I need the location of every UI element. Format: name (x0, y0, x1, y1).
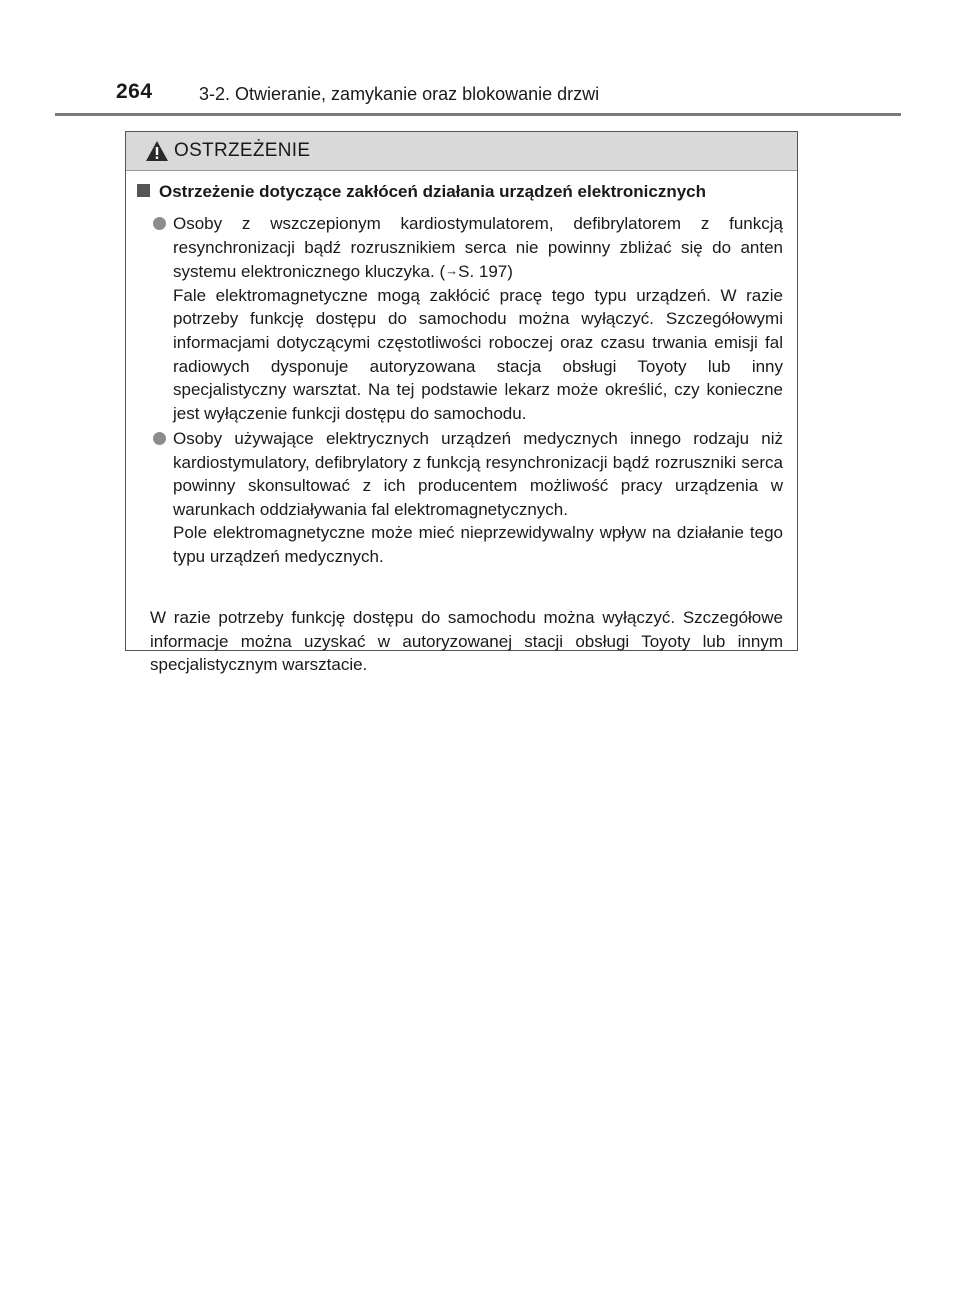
warning-box (125, 131, 798, 675)
warning-note: W razie potrzeby funkcję dostępu do samochodu można wyłączyć. Szczegółowe informacje można uzyskać w autoryzowanej stacji obsługi Toyoty lub innym specjalistycznym warsztacie. (150, 608, 783, 675)
bullet-2-text: Osoby używające elektrycznych urządzeń medycznych innego rodzaju niż kardiostymulatory, defibrylatory z funkcją resynchronizacji bądź rozruszniki serca powinny skonsultować z ich producentem możliwość pracy urządzenia w warunkach oddziaływania fal elektromagnetycznych. (173, 429, 783, 519)
warning-heading (137, 182, 706, 202)
warning-triangle-icon (145, 140, 169, 162)
bullet-item-2 (173, 427, 783, 569)
warning-heading-text: Ostrzeżenie dotyczące zakłóceń działania urządzeń elektronicznych (159, 182, 707, 201)
warning-title: OSTRZEŻENIE (174, 140, 311, 161)
bullet-2-paragraph-2: Pole elektromagnetyczne może mieć nieprzewidywalny wpływ na działanie tego typu urządzeń medycznych. (173, 523, 783, 566)
section-title: 3-2. Otwieranie, zamykanie oraz blokowanie drzwi (199, 84, 600, 104)
header-divider (55, 113, 901, 116)
bullet-1-paragraph (173, 212, 783, 284)
page-number: 264 (116, 80, 153, 103)
circle-bullet-icon (153, 432, 166, 445)
bullet-1-text: Osoby z wszczepionym kardiostymulatorem, defibrylatorem z funkcją resynchronizacji bądź rozrusznikiem serca nie powinny zbliżać się do anten systemu elektronicznego kluczyka. ( (173, 214, 783, 282)
circle-bullet-icon (153, 217, 166, 230)
page-reference: S. 197) (458, 262, 513, 282)
square-bullet-icon (137, 184, 150, 197)
bullet-item-1 (173, 212, 783, 425)
bullet-1-paragraph-2: Fale elektromagnetyczne mogą zakłócić pracę tego typu urządzeń. W razie potrzeby funkcję dostępu do samochodu można wyłączyć. Szczegółowymi informacjami dotyczącymi częstotliwości roboczej oraz czasu trwania emisji fal radiowych dysponuje autoryzowana stacja obsługi Toyoty lub inny specjalistyczny warsztat. Na tej podstawie lekarz może określić, czy konieczne jest wyłączenie funkcji dostępu do samochodu. (173, 285, 783, 423)
arrow-reference-icon: → (445, 263, 459, 279)
warning-header (126, 132, 797, 171)
page-header (0, 0, 960, 120)
